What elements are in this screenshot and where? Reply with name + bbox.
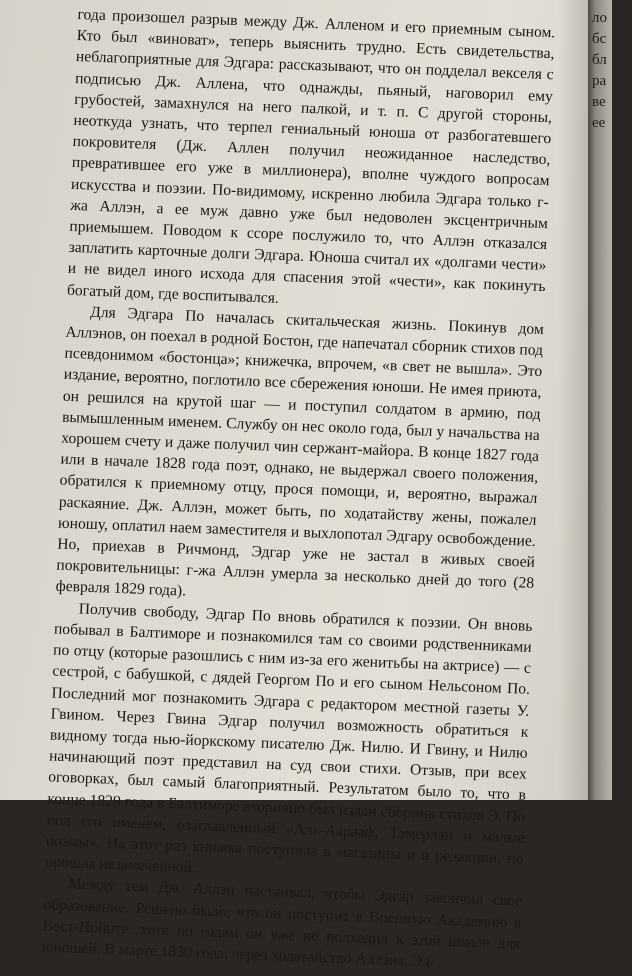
page-text	[41, 4, 555, 976]
adjacent-page-edge	[588, 0, 612, 800]
paragraph-4: Между тем Дж. Аллэн настаивал, чтобы Эдгар закончил свое образование. Решено было, что он поступит в Военную Академию в Вест-Пойнте, хотя по годам он уже не подходил к этой школе для юношей. В марте 1830 года, через ходатайство Аллэна, Эд-	[41, 875, 523, 971]
paragraph-3: Получив свободу, Эдгар По вновь обратился к поэзии. Он вновь побывал в Балтиморе и познакомился там со своими родственниками по отцу (которые разошлись с ним из-за его женитьбы на актрисе) — с сестрой, с бабушкой, с дядей Георгом По и его сыном Нельсоном По. Последний мог познакомить Эдгара с редактором местной газеты У. Гвином. Через Гвина Эдгар получил возможность обратиться к видному тогда нью-йоркскому писателю Дж. Нилю. И Гвину, и Нилю начинающий поэт представил на суд свои стихи. Отзыв, при всех оговорках, был самый благоприятный. Результатом было то, что в конце 1829 года в Балтиморе вторично был издан сборник стихов Э. По под его именем, озаглавленный «Аль-Аарааф, Тамерлан и малые поэмы». На этот раз книжка поступила в магазины и в редакции, но прошла незамеченной.	[44, 600, 533, 877]
paragraph-1: года произошел разрыв между Дж. Алленом и его приемным сыном. Кто был «виноват», теперь выяснить трудно. Есть свидетельства, неблагоприятные для Эдгара: рассказывают, что он подделал векселя с подписью Дж. Аллена, что однажды, пьяный, наговорил ему грубостей, замахнулся на него палкой, и т. п. С другой стороны, неоткуда узнать, что терпел гениальный юноша от разбогатевшего покровителя (Дж. Аллен получил неожиданное наследство, превратившее его уже в миллионера), вполне чуждого вопросам искусства и поэзии. По-видимому, искренно любила Эдгара только г-жа Аллэн, а ее муж давно уже был недоволен эксцентричным приемышем. Поводом к ссоре послужило то, что Аллэн отказался заплатить карточные долги Эдгара. Юноша считал их «долгами чести» и не видел иного исхода для спасения этой «чести», как покинуть богатый дом, где воспитывался.	[66, 5, 556, 307]
paragraph-2: Для Эдгара По началась скитальческая жизнь. Покинув дом Аллэнов, он поехал в родной Бостон, где напечатал сборник стихов под псевдонимом «бостонца»; книжечка, впрочем, «в свет не вышла». Это издание, вероятно, поглотило все сбережения юноши. Не имея приюта, он решился на крутой шаг — и поступил солдатом в армию, под вымышленным именем. Службу он нес около года, был у начальства на хорошем счету и даже получил чин сержант-майора. В конце 1827 года или в начале 1828 года поэт, однако, не выдержал своего положения, обратился к приемному отцу, прося помощи, и, вероятно, выражал раскаяние. Дж. Аллэн, может быть, по ходатайству жены, пожалел юношу, оплатил наем заместителя и выхлопотал Эдгару освобождение. Но, приехав в Ричмонд, Эдгар уже не застал в живых своей покровительницы: г-жа Аллэн умерла за несколько дней до того (28 февраля 1829 года).	[55, 303, 545, 601]
adjacent-page-text: ло бс бл ра ве ее	[592, 10, 607, 131]
